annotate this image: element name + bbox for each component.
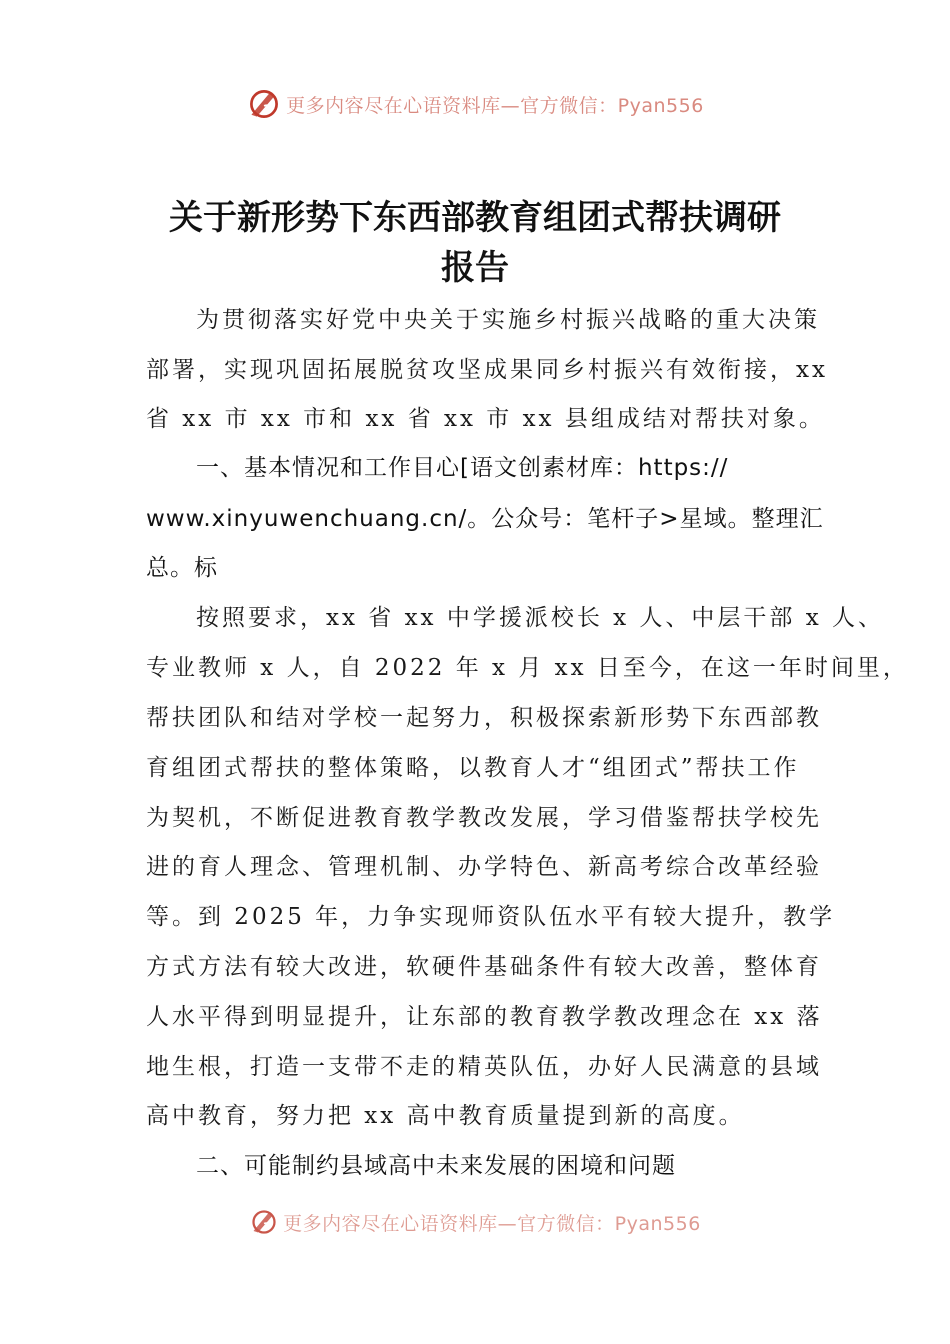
- watermark-text: 更多内容尽在心语资料库—官方微信：Pyan556: [286, 94, 704, 117]
- section-heading-1-line: 一、基本情况和工作目心[语文创素材库：https://: [196, 455, 729, 481]
- paragraph-2-line: 按照要求，xx 省 xx 中学援派校长 x 人、中层干部 x 人、: [196, 605, 885, 631]
- paragraph-2-line: 人水平得到明显提升，让东部的教育教学教改理念在 xx 落: [146, 1004, 823, 1030]
- paragraph-2-line: 进的育人理念、管理机制、办学特色、新高考综合改革经验: [146, 854, 822, 880]
- paragraph-1-line: 为贯彻落实好党中央关于实施乡村振兴战略的重大决策: [196, 307, 820, 333]
- paragraph-2-line: 高中教育，努力把 xx 高中教育质量提到新的高度。: [146, 1103, 745, 1129]
- paragraph-2-line: 专业教师 x 人，自 2022 年 x 月 xx 日至今，在这一年时间里，: [146, 655, 909, 681]
- paragraph-2-line: 地生根，打造一支带不走的精英队伍，办好人民满意的县域: [146, 1054, 822, 1080]
- section-heading-1-line: 总。标: [146, 555, 218, 581]
- paragraph-1-line: 部署，实现巩固拓展脱贫攻坚成果同乡村振兴有效衔接，xx: [146, 357, 828, 383]
- section-heading-1-line: www.xinyuwenchuang.cn/。公众号：笔杆子>星域。整理汇: [146, 506, 824, 532]
- pen-in-circle-icon: [249, 1207, 279, 1237]
- paragraph-2-line: 为契机，不断促进教育教学教改发展，学习借鉴帮扶学校先: [146, 805, 822, 831]
- page-title-line-1: 关于新形势下东西部教育组团式帮扶调研: [169, 198, 781, 238]
- paragraph-1-line: 省 xx 市 xx 市和 xx 省 xx 市 xx 县组成结对帮扶对象。: [146, 406, 825, 432]
- section-heading-2: 二、可能制约县域高中未来发展的困境和问题: [196, 1153, 676, 1179]
- paragraph-2-line: 帮扶团队和结对学校一起努力，积极探索新形势下东西部教: [146, 705, 822, 731]
- pen-in-circle-icon: [246, 86, 282, 122]
- paragraph-2-line: 等。到 2025 年，力争实现师资队伍水平有较大提升，教学: [146, 904, 836, 930]
- watermark-text: 更多内容尽在心语资料库—官方微信：Pyan556: [283, 1212, 701, 1235]
- footer-watermark: [0, 1204, 950, 1240]
- paragraph-2-line: 育组团式帮扶的整体策略，以教育人才“组团式”帮扶工作: [146, 755, 800, 781]
- paragraph-2-line: 方式方法有较大改进，软硬件基础条件有较大改善，整体育: [146, 954, 822, 980]
- header-watermark: [0, 84, 950, 124]
- page-title-line-2: 报告: [441, 248, 509, 288]
